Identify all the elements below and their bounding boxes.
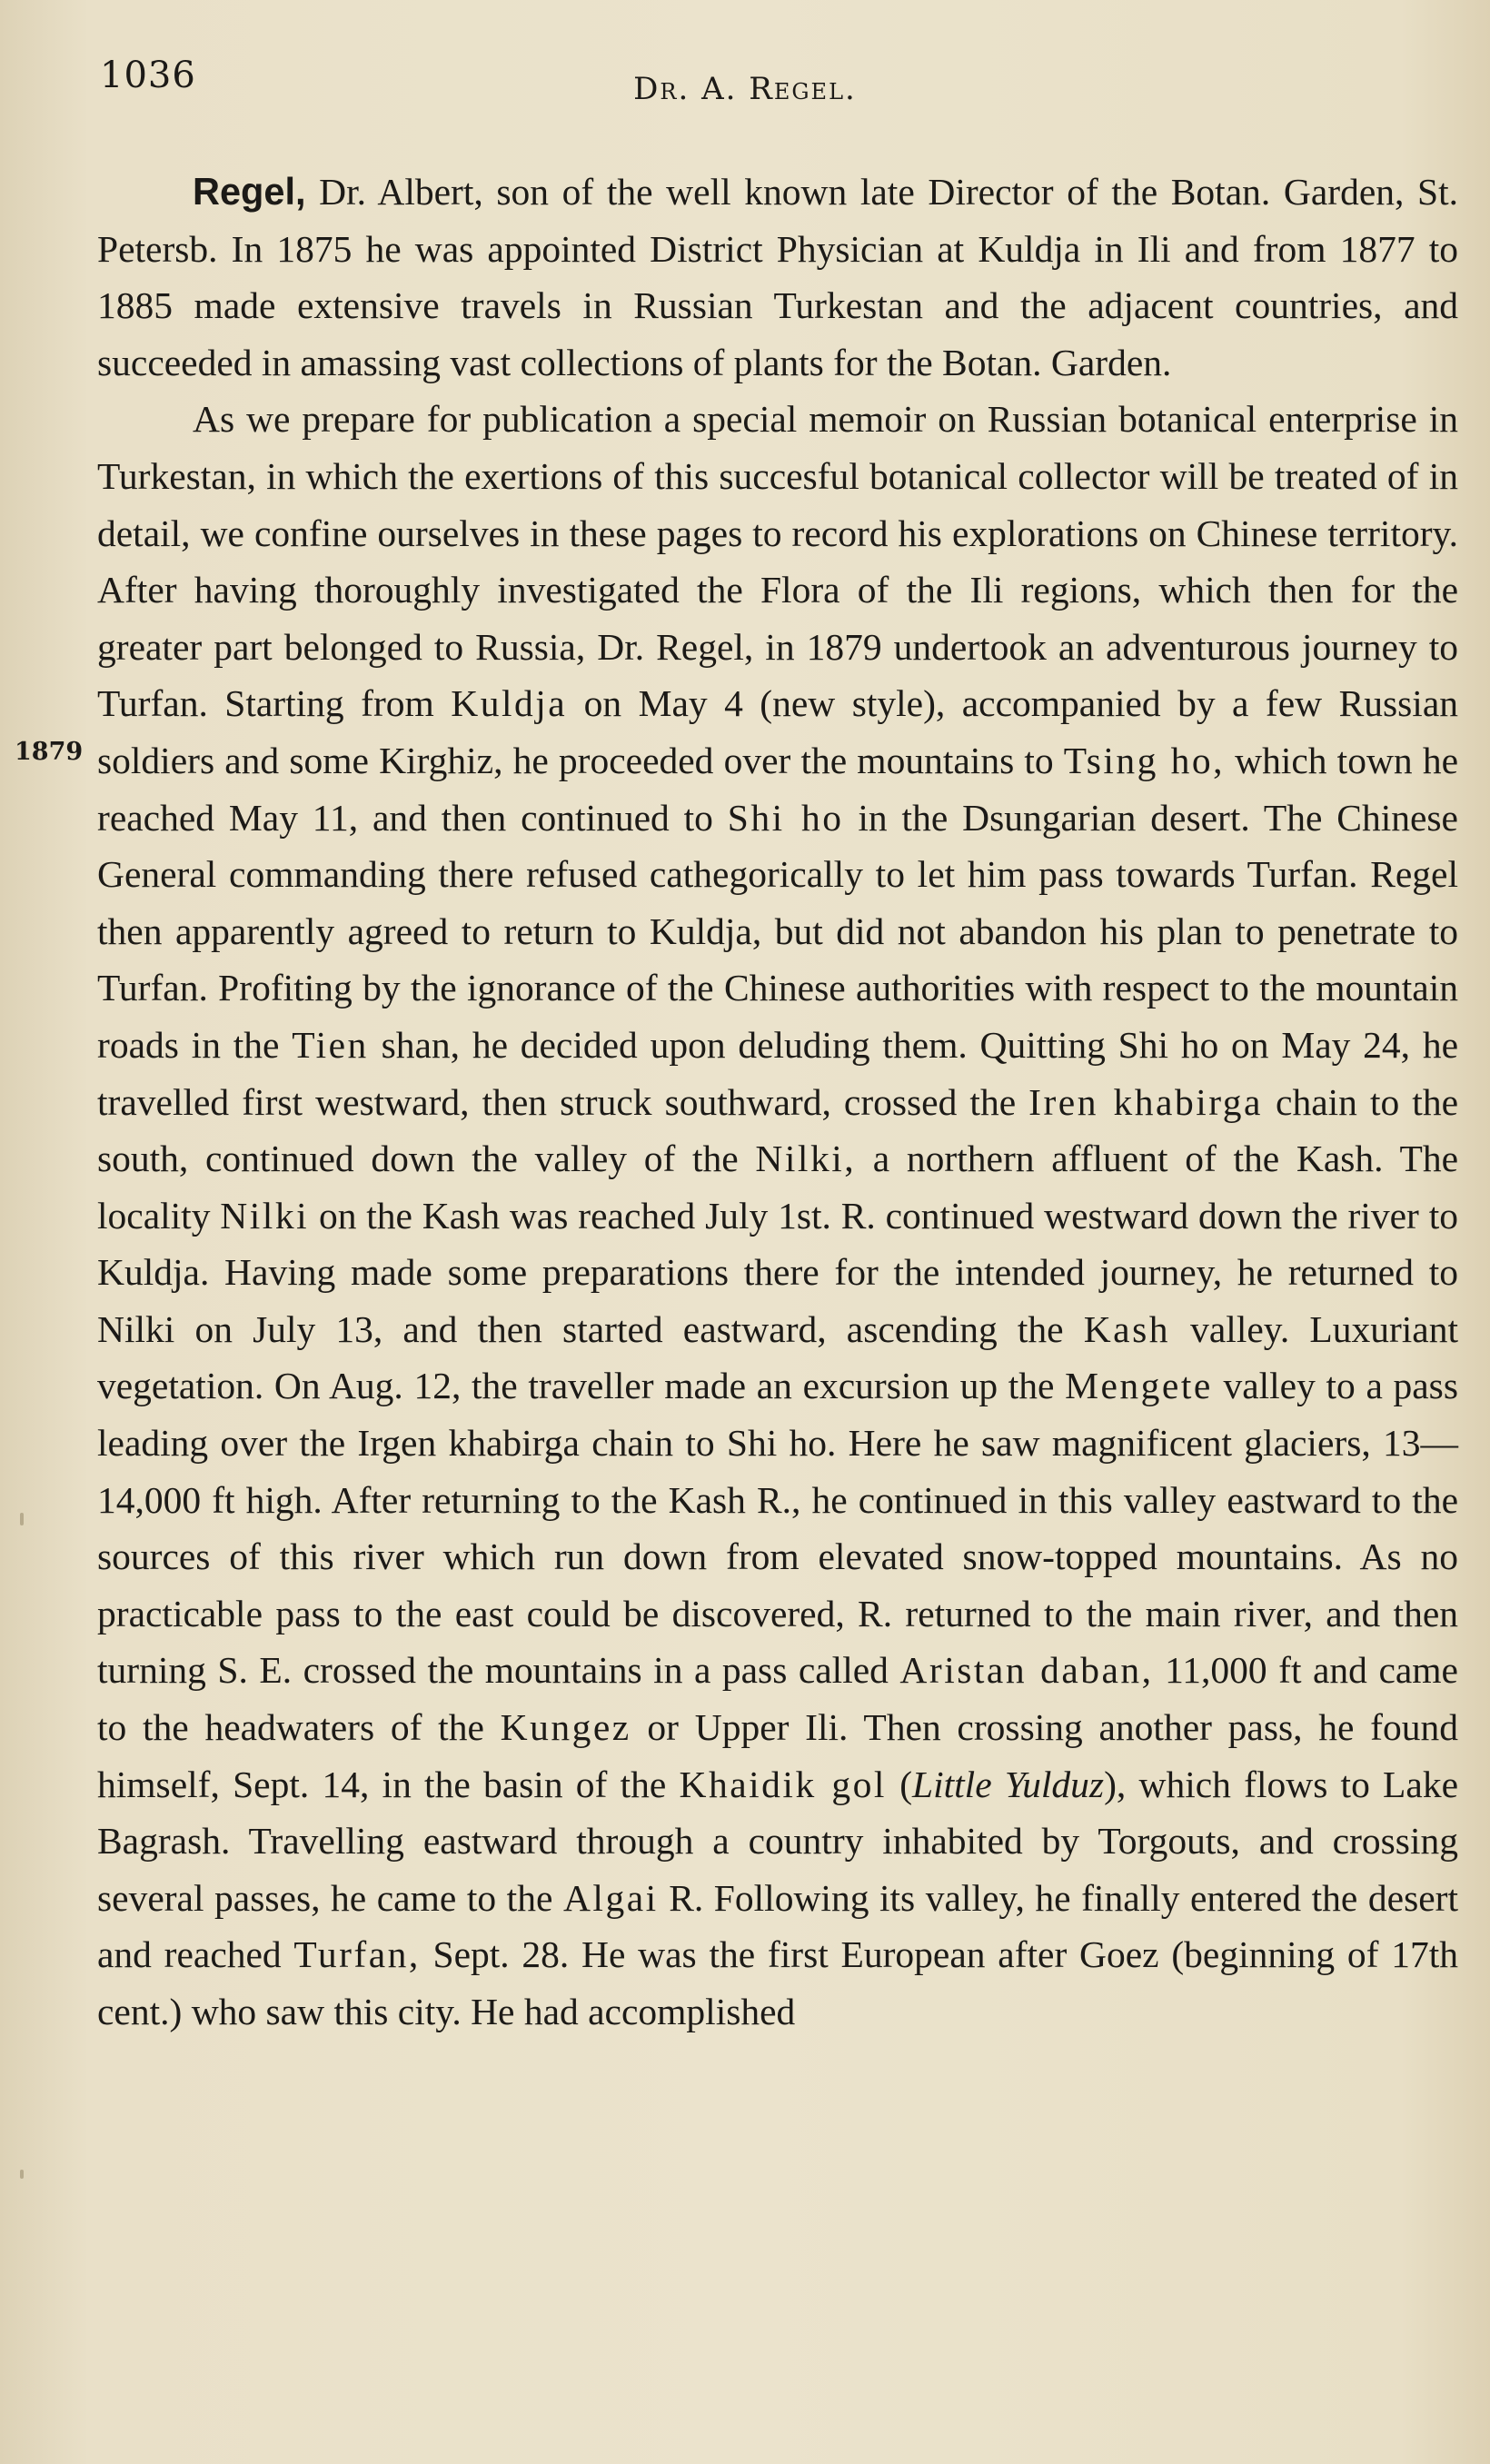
text-run: in the Dsungarian desert. The Chinese General commanding there refused cathegorically to let him pass towards Turfan. Regel then apparently agreed to return to Kuldja, but did not abandon his plan to penetrate to Turfan. Profiting by the ignorance of the Chinese authorities with respect to the mountain roads in the bbox=[97, 796, 1458, 1066]
body-text bbox=[97, 164, 1458, 2041]
entry-name: Regel, bbox=[193, 170, 306, 213]
place-name: Kungez bbox=[500, 1706, 631, 1749]
text-run: ( bbox=[886, 1763, 913, 1805]
text-run: As we prepare for publication a special memoir on Russian botanical enterprise in Turkestan, in which the exertions of this succesful botanical collector will be treated of in detail, we confine ourselves in these pages to record his explorations on Chinese territory. After having thoroughly investigated the Flora of the Ili regions, which then for the greater part belonged to Russia, Dr. Regel, in 1879 undertook an adventurous journey to Turfan. Starting from bbox=[97, 398, 1458, 725]
text-run: valley to a pass leading over the Irgen khabirga chain to Shi ho. Here he saw magnificent glaciers, 13—14,000 ft high. After returning to the Kash R., he continued in this valley eastward to the sources of this river which run down from elevated snow-topped mountains. As no practicable pass to the east could be discovered, R. returned to the main river, and then turning S. E. crossed the mountains in a pass called bbox=[97, 1365, 1458, 1692]
text-run: on May 4 (new style), accompanied by a few Russian soldiers and some Kirghiz, he proceeded over the mountains to bbox=[97, 682, 1458, 781]
place-name: Iren khabirga bbox=[1028, 1080, 1263, 1123]
place-name: Tsing ho, bbox=[1063, 739, 1225, 781]
paragraph-text: Dr. Albert, son of the well known late Director of the Botan. Garden, St. Petersb. In 1875 he was appointed District Physician at Kuldja in Ili and from 1877 to 1885 made extensive travels in Russian Turkestan and the adjacent countries, and succeeded in amassing vast collections of plants for the Botan. Garden. bbox=[97, 171, 1458, 383]
text-run: on the Kash was reached July 1st. R. continued westward down the river to Kuldja. Having made some preparations there for the intended journey, he returned to Nilki on July 13, and then started eastward, ascending the bbox=[97, 1194, 1458, 1350]
text-run: 11,000 ft and came to the headwaters of the bbox=[97, 1649, 1458, 1749]
text-run: a northern affluent of the Kash. The locality bbox=[97, 1138, 1458, 1237]
margin-year-note: 1879 bbox=[15, 738, 84, 766]
italic-place-name: Little Yulduz bbox=[912, 1763, 1105, 1805]
place-name: Algai bbox=[562, 1876, 659, 1919]
page-number: 1036 bbox=[100, 55, 196, 96]
paragraph-journey bbox=[97, 391, 1458, 2040]
text-run: or Upper Ili. Then crossing another pass, he found himself, Sept. 14, in the basin of the bbox=[97, 1706, 1458, 1805]
page-edge-mark bbox=[20, 2170, 24, 2179]
text-run: ), which flows to Lake Bagrash. Travelling eastward through a country inhabited by Torgouts, and crossing several passes, he came to the bbox=[97, 1763, 1458, 1919]
text-run: R. Following its valley, he finally entered the desert and reached bbox=[97, 1876, 1458, 1976]
text-run: which town he reached May 11, and then continued to bbox=[97, 739, 1458, 839]
place-name: Kuldja bbox=[451, 682, 568, 725]
place-name: Shi ho bbox=[727, 796, 844, 839]
text-run: chain to the south, continued down the valley of the bbox=[97, 1080, 1459, 1180]
place-name: Tien bbox=[292, 1023, 369, 1066]
place-name: Mengete bbox=[1065, 1365, 1213, 1407]
place-name: Nilki, bbox=[755, 1138, 857, 1180]
text-run: valley. Luxuriant vegetation. On Aug. 12, the traveller made an excursion up the bbox=[97, 1307, 1458, 1407]
running-head: Dr. A. Regel. bbox=[633, 71, 857, 107]
text-run: shan, he decided upon deluding them. Quitting Shi ho on May 24, he travelled first westward, then struck southward, crossed the bbox=[97, 1023, 1458, 1123]
text-run: Sept. 28. He was the first European after Goez (beginning of 17th cent.) who saw this city. He had accomplished bbox=[97, 1933, 1458, 2032]
place-name: Nilki bbox=[220, 1194, 310, 1237]
place-name: Aristan daban, bbox=[899, 1649, 1154, 1692]
page-edge-mark bbox=[20, 1513, 24, 1525]
place-name: Khaidik gol bbox=[679, 1763, 887, 1805]
place-name: Turfan, bbox=[293, 1933, 421, 1976]
paragraph-regel-intro bbox=[97, 164, 1458, 391]
place-name: Kash bbox=[1083, 1307, 1170, 1350]
